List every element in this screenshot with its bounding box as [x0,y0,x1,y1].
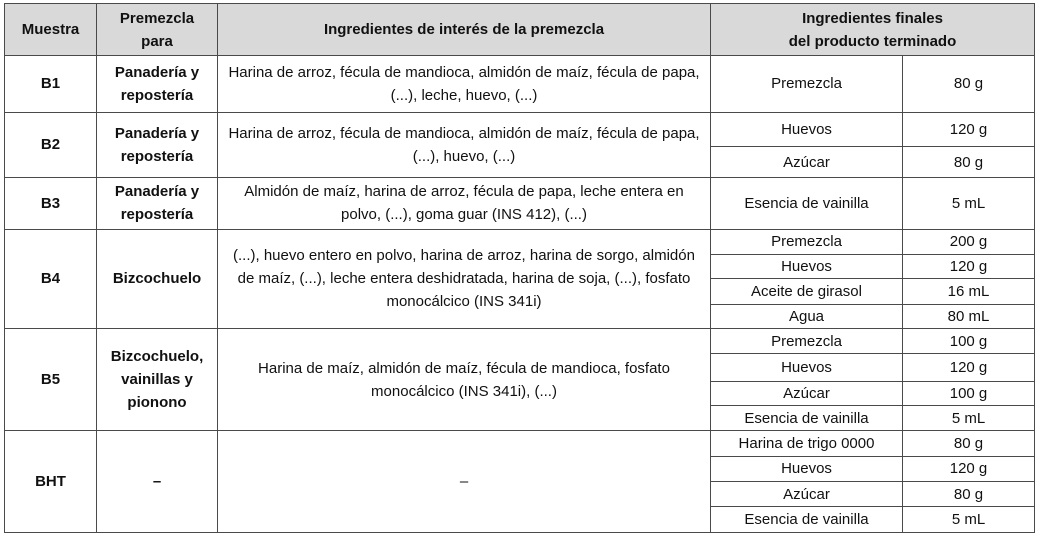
final-ingredient-name: Premezcla [711,229,903,254]
table-body [5,56,1035,533]
final-ingredient-name: Azúcar [711,147,903,177]
premezcla-para-cell: – [97,431,218,533]
table-row [5,229,1035,254]
final-ingredient-qty: 120 g [903,456,1035,481]
final-ingredient-name: Esencia de vainilla [711,507,903,533]
header-ingredientes-finales [711,4,1035,56]
final-ingredient-name: Huevos [711,112,903,147]
final-ingredient-qty: 80 g [903,482,1035,507]
final-ingredient-name: Harina de trigo 0000 [711,431,903,456]
final-ingredient-name: Huevos [711,456,903,481]
final-ingredient-qty: 80 mL [903,304,1035,328]
final-ingredient-name: Azúcar [711,482,903,507]
sample-cell: B5 [5,328,97,430]
final-ingredient-qty: 200 g [903,229,1035,254]
header-premezcla-line1: Premezcla [119,9,195,27]
sample-cell: BHT [5,431,97,533]
ingredientes-cell: Harina de maíz, almidón de maíz, fécula de mandioca, fosfato monocálcico (INS 341i), (...) [218,328,711,430]
table-row [5,328,1035,353]
ingredientes-cell: Harina de arroz, fécula de mandioca, almidón de maíz, fécula de papa, (...), leche, huevo, (...) [218,56,711,113]
table-row [5,431,1035,456]
final-ingredient-qty: 5 mL [903,507,1035,533]
final-ingredient-qty: 5 mL [903,177,1035,229]
ingredientes-cell: – [218,431,711,533]
sample-cell: B2 [5,112,97,177]
final-ingredient-qty: 80 g [903,431,1035,456]
premezcla-para-cell: Bizcochuelo, vainillas y pionono [97,328,218,430]
final-ingredient-qty: 16 mL [903,279,1035,304]
header-premezcla-line2: para [141,32,173,50]
final-ingredient-qty: 100 g [903,328,1035,353]
ingredientes-cell: Harina de arroz, fécula de mandioca, almidón de maíz, fécula de papa, (...), huevo, (...) [218,112,711,177]
final-ingredient-name: Esencia de vainilla [711,406,903,431]
table-row [5,177,1035,229]
header-ingredientes: Ingredientes de interés de la premezcla [218,4,711,56]
final-ingredient-name: Esencia de vainilla [711,177,903,229]
final-ingredient-name: Premezcla [711,56,903,113]
table-row [5,112,1035,147]
sample-cell: B1 [5,56,97,113]
premezcla-para-cell: Panadería y repostería [97,112,218,177]
header-muestra: Muestra [5,4,97,56]
header-finales-line1: Ingredientes finales [802,9,943,27]
final-ingredient-qty: 80 g [903,147,1035,177]
ingredientes-cell: Almidón de maíz, harina de arroz, fécula de papa, leche entera en polvo, (...), goma guar (INS 412), (...) [218,177,711,229]
final-ingredient-name: Aceite de girasol [711,279,903,304]
final-ingredient-qty: 120 g [903,354,1035,381]
table-row [5,56,1035,113]
final-ingredient-qty: 120 g [903,254,1035,278]
final-ingredient-qty: 5 mL [903,406,1035,431]
sample-cell: B4 [5,229,97,328]
final-ingredient-name: Azúcar [711,381,903,405]
premezcla-para-cell: Panadería y repostería [97,56,218,113]
ingredientes-cell: (...), huevo entero en polvo, harina de arroz, harina de sorgo, almidón de maíz, (...), leche entera deshidratada, harina de soja, (...), fosfato monocálcico (INS 341i) [218,229,711,328]
premezcla-para-cell: Panadería y repostería [97,177,218,229]
final-ingredient-name: Huevos [711,354,903,381]
ingredients-table [4,3,1035,533]
final-ingredient-qty: 100 g [903,381,1035,405]
final-ingredient-name: Huevos [711,254,903,278]
header-row [5,4,1035,56]
header-finales-line2: del producto terminado [788,32,957,50]
sample-cell: B3 [5,177,97,229]
final-ingredient-qty: 120 g [903,112,1035,147]
final-ingredient-qty: 80 g [903,56,1035,113]
final-ingredient-name: Agua [711,304,903,328]
header-premezcla-para [97,4,218,56]
final-ingredient-name: Premezcla [711,328,903,353]
premezcla-para-cell: Bizcochuelo [97,229,218,328]
